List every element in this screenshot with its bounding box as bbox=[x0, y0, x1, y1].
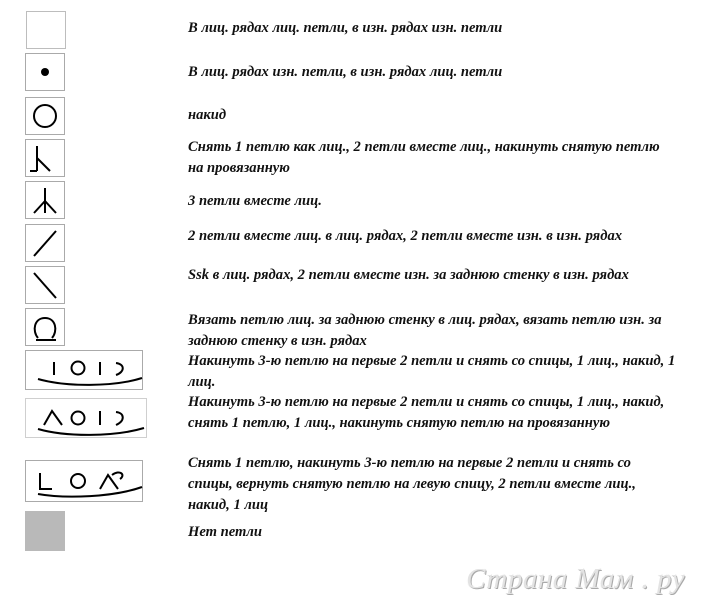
legend-text-purl: В лиц. рядах изн. петли, в изн. рядах лиц. петли bbox=[188, 64, 503, 80]
symbol-k3tog bbox=[25, 181, 65, 219]
legend-text-no-stitch: Нет петли bbox=[188, 524, 262, 540]
lambda-right-icon bbox=[26, 140, 66, 178]
legend-text-cable-lo-lambda: Снять 1 петлю, накинуть 3-ю петлю на первые 2 петли и снять со спицы, вернуть снятую петлю на левую спицу, 2 петли вместе лиц., накид, 1 лиц bbox=[188, 455, 636, 513]
legend-text-k2tog: 2 петли вместе лиц. в лиц. рядах, 2 петли вместе изн. в изн. рядах bbox=[188, 228, 623, 244]
slash-right-icon bbox=[26, 225, 66, 263]
three-together-icon bbox=[26, 182, 66, 220]
symbol-cable-1o1 bbox=[25, 350, 143, 390]
twisted-loop-icon bbox=[26, 309, 66, 347]
legend-text-twisted: Вязать петлю лиц. за заднюю стенку в лиц. рядах, вязать петлю изн. за заднюю стенку в изн. рядах bbox=[188, 312, 662, 349]
cable-lambda-o1-icon bbox=[26, 399, 148, 439]
symbol-purl-dot bbox=[25, 53, 65, 91]
cable-1o1-icon bbox=[26, 351, 144, 391]
symbol-knit-blank bbox=[26, 11, 66, 49]
symbol-sk2p bbox=[25, 139, 65, 177]
symbol-twisted bbox=[25, 308, 65, 346]
legend-text-k3tog: 3 петли вместе лиц. bbox=[188, 193, 322, 209]
cable-lo-lambda-icon bbox=[26, 461, 144, 503]
symbol-k2tog bbox=[25, 224, 65, 262]
symbol-yarn-over bbox=[25, 97, 65, 135]
circle-icon bbox=[26, 98, 66, 136]
legend-text-knit: В лиц. рядах лиц. петли, в изн. рядах изн. петли bbox=[188, 20, 503, 36]
legend-text-sk2p: Снять 1 петлю как лиц., 2 петли вместе лиц., накинуть снятую петлю на провязанную bbox=[188, 139, 660, 176]
legend-text-cable-lambda-o1: Накинуть 3-ю петлю на первые 2 петли и снять со спицы, 1 лиц., накид, снять 1 петлю, 1 лиц., накинуть снятую петлю на провязанную bbox=[188, 394, 665, 431]
symbol-ssk bbox=[25, 266, 65, 304]
legend-text-cable-1o1: Накинуть 3-ю петлю на первые 2 петли и снять со спицы, 1 лиц., накид, 1 лиц. bbox=[188, 353, 676, 390]
symbol-cable-lo-lambda bbox=[25, 460, 143, 502]
symbol-no-stitch bbox=[25, 511, 65, 551]
legend-text-yarn-over: накид bbox=[188, 107, 227, 123]
site-watermark: Страна Мам . ру bbox=[466, 563, 685, 595]
symbol-cable-lambda-o1 bbox=[25, 398, 147, 438]
slash-left-icon bbox=[26, 267, 66, 305]
legend-text-ssk: Ssk в лиц. рядах, 2 петли вместе изн. за заднюю стенку в изн. рядах bbox=[188, 267, 629, 283]
dot-icon bbox=[26, 54, 66, 92]
